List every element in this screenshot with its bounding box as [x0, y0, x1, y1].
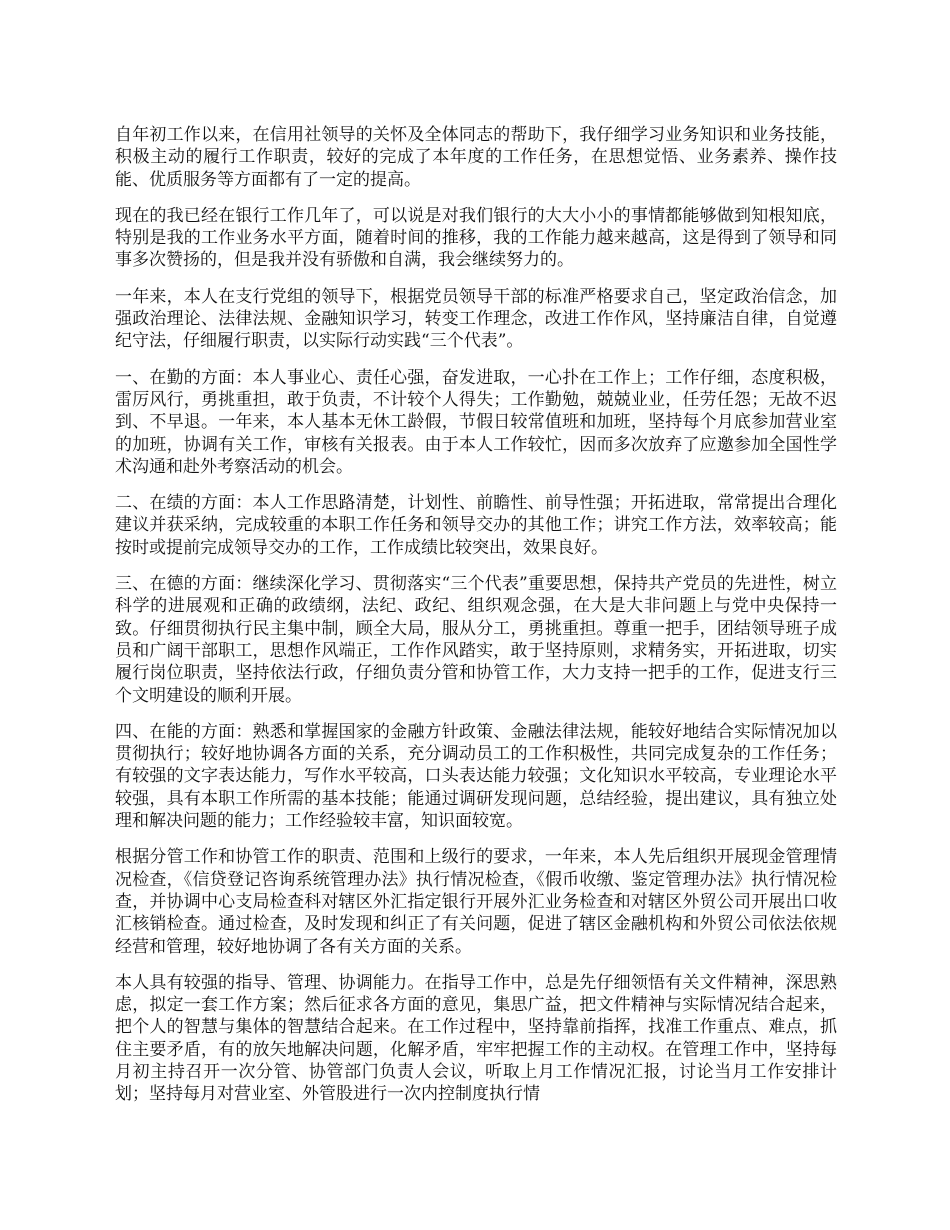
paragraph-party-leadership: 一年来，本人在支行党组的领导下，根据党员领导干部的标准严格要求自己，坚定政治信念，加强政治理论、法律法规、金融知识学习，转变工作理念，改进工作作风，坚持廉洁自律，自觉遵纪守法，仔细履行职责，以实际行动实践“三个代表”。	[115, 286, 837, 352]
paragraph-inspections: 根据分管工作和协管工作的职责、范围和上级行的要求，一年来，本人先后组织开展现金管理情况检查，《信贷登记咨询系统管理办法》执行情况检查，《假币收缴、鉴定管理办法》执行情况检查，并协调中心支局检查科对辖区外汇指定银行开展外汇业务检查和对辖区外贸公司开展出口收汇核销检查。通过检查，及时发现和纠正了有关问题，促进了辖区金融机构和外贸公司依法依规经营和管理，较好地协调了各有关方面的关系。	[115, 847, 837, 957]
paragraph-work-years: 现在的我已经在银行工作几年了，可以说是对我们银行的大大小小的事情都能够做到知根知底，特别是我的工作业务水平方面，随着时间的推移，我的工作能力越来越高，这是得到了领导和同事多次赞扬的，但是我并没有骄傲和自满，我会继续努力的。	[115, 205, 837, 271]
paragraph-coordination: 本人具有较强的指导、管理、协调能力。在指导工作中，总是先仔细领悟有关文件精神，深思熟虑，拟定一套工作方案；然后征求各方面的意见，集思广益，把文件精神与实际情况结合起来，把个人的智慧与集体的智慧结合起来。在工作过程中，坚持靠前指挥，找准工作重点、难点，抓住主要矛盾，有的放矢地解决问题，化解矛盾，牢牢把握工作的主动权。在管理工作中，坚持每月初主持召开一次分管、协管部门负责人会议，听取上月工作情况汇报，讨论当月工作安排计划；坚持每月对营业室、外管股进行一次内控制度执行情	[115, 972, 837, 1105]
paragraph-performance: 二、在绩的方面：本人工作思路清楚，计划性、前瞻性、前导性强；开拓进取，常常提出合理化建议并获采纳，完成较重的本职工作任务和领导交办的其他工作；讲究工作方法，效率较高；能按时或提前完成领导交办的工作，工作成绩比较突出，效果良好。	[115, 493, 837, 558]
paragraph-diligence: 一、在勤的方面：本人事业心、责任心强，奋发进取，一心扑在工作上；工作仔细，态度积极，雷厉风行，勇挑重担，敢于负责，不计较个人得失；工作勤勉，兢兢业业，任劳任怨；无故不迟到、不早退。一年来，本人基本无休工龄假，节假日较常值班和加班，坚持每个月底参加营业室的加班，协调有关工作，审核有关报表。由于本人工作较忙，因而多次放弃了应邀参加全国性学术沟通和赴外考察活动的机会。	[115, 367, 837, 477]
document-body	[115, 124, 837, 1120]
paragraph-ability: 四、在能的方面：熟悉和掌握国家的金融方针政策、金融法律法规，能较好地结合实际情况加以贯彻执行；较好地协调各方面的关系，充分调动员工的工作积极性，共同完成复杂的工作任务；有较强的文字表达能力，写作水平较高，口头表达能力较强；文化知识水平较高，专业理论水平较强，具有本职工作所需的基本技能；能通过调研发现问题，总结经验，提出建议，具有独立处理和解决问题的能力；工作经验较丰富，知识面较宽。	[115, 721, 837, 832]
paragraph-morality: 三、在德的方面：继续深化学习、贯彻落实“三个代表”重要思想，保持共产党员的先进性，树立科学的进展观和正确的政绩纲，法纪、政纪、组织观念强，在大是大非问题上与党中央保持一致。仔细贯彻执行民主集中制，顾全大局，服从分工，勇挑重担。尊重一把手，团结领导班子成员和广阔干部职工，思想作风端正，工作作风踏实，敢于坚持原则，求精务实，开拓进取，切实履行岗位职责，坚持依法行政，仔细负责分管和协管工作，大力支持一把手的工作，促进支行三个文明建设的顺利开展。	[115, 574, 837, 706]
paragraph-intro: 自年初工作以来，在信用社领导的关怀及全体同志的帮助下，我仔细学习业务知识和业务技能，积极主动的履行工作职责，较好的完成了本年度的工作任务，在思想觉悟、业务素养、操作技能、优质服务等方面都有了一定的提高。	[115, 125, 837, 190]
